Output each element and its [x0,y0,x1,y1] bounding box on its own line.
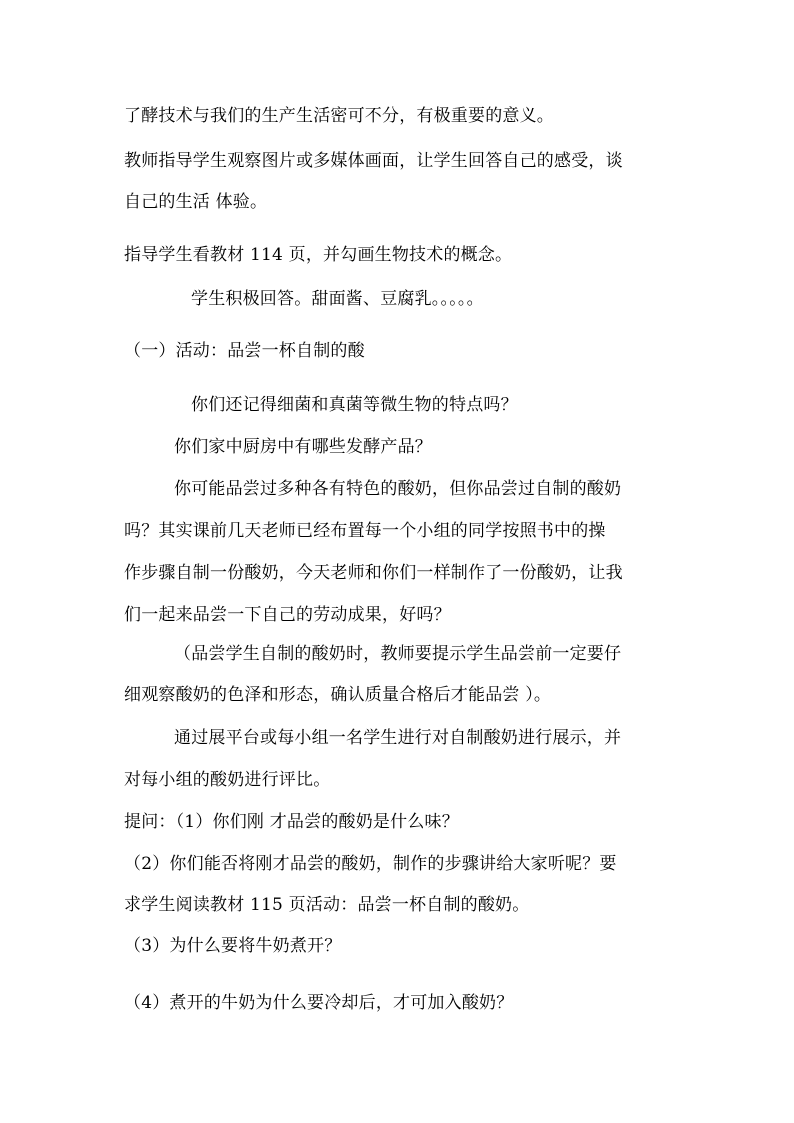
section-heading: （一）活动：品尝一杯自制的酸 [124,341,365,361]
paragraph-line: 你们还记得细菌和真菌等微生物的特点吗？ [191,395,518,415]
paragraph-line: 学生积极回答。甜面酱、豆腐乳。。。。。 [191,289,484,309]
question-line: 求学生阅读教材 115 页活动：品尝一杯自制的酸奶。 [124,895,530,915]
question-line: 提问：（1）你们刚 才品尝的酸奶是什么味？ [124,812,459,832]
paragraph-line: 自己的生活 体验。 [124,192,268,212]
paragraph-line: （品尝学生自制的酸奶时，教师要提示学生品尝前一定要仔 [174,644,622,664]
paragraph-line: 对每小组的酸奶进行评比。 [124,770,331,790]
paragraph-line: 了酵技术与我们的生产生活密可不分，有极重要的意义。 [124,106,554,126]
question-line: （2）你们能否将刚才品尝的酸奶，制作的步骤讲给大家听呢？要 [124,854,617,874]
paragraph-line: 吗？其实课前几天老师已经布置每一个小组的同学按照书中的操 [124,521,606,541]
question-line: （4）煮开的牛奶为什么要冷却后，才可加入酸奶？ [124,993,514,1013]
question-line: （3）为什么要将牛奶煮开？ [124,936,342,956]
paragraph-line: 你们家中厨房中有哪些发酵产品？ [174,437,432,457]
paragraph-line: 你可能品尝过多种各有特色的酸奶，但你品尝过自制的酸奶 [174,479,622,499]
paragraph-line: 细观察酸奶的色泽和形态，确认质量合格后才能品尝 ）。 [124,685,552,705]
paragraph-line: 作步骤自制一份酸奶，今天老师和你们一样制作了一份酸奶，让我 [124,563,623,583]
paragraph-line: 指导学生看教材 114 页，并勾画生物技术的概念。 [124,245,513,265]
paragraph-line: 通过展平台或每小组一名学生进行对自制酸奶进行展示，并 [174,728,622,748]
paragraph-line: 们一起来品尝一下自己的劳动成果，好吗？ [124,605,451,625]
paragraph-line: 教师指导学生观察图片或多媒体画面，让学生回答自己的感受，谈 [124,151,623,171]
